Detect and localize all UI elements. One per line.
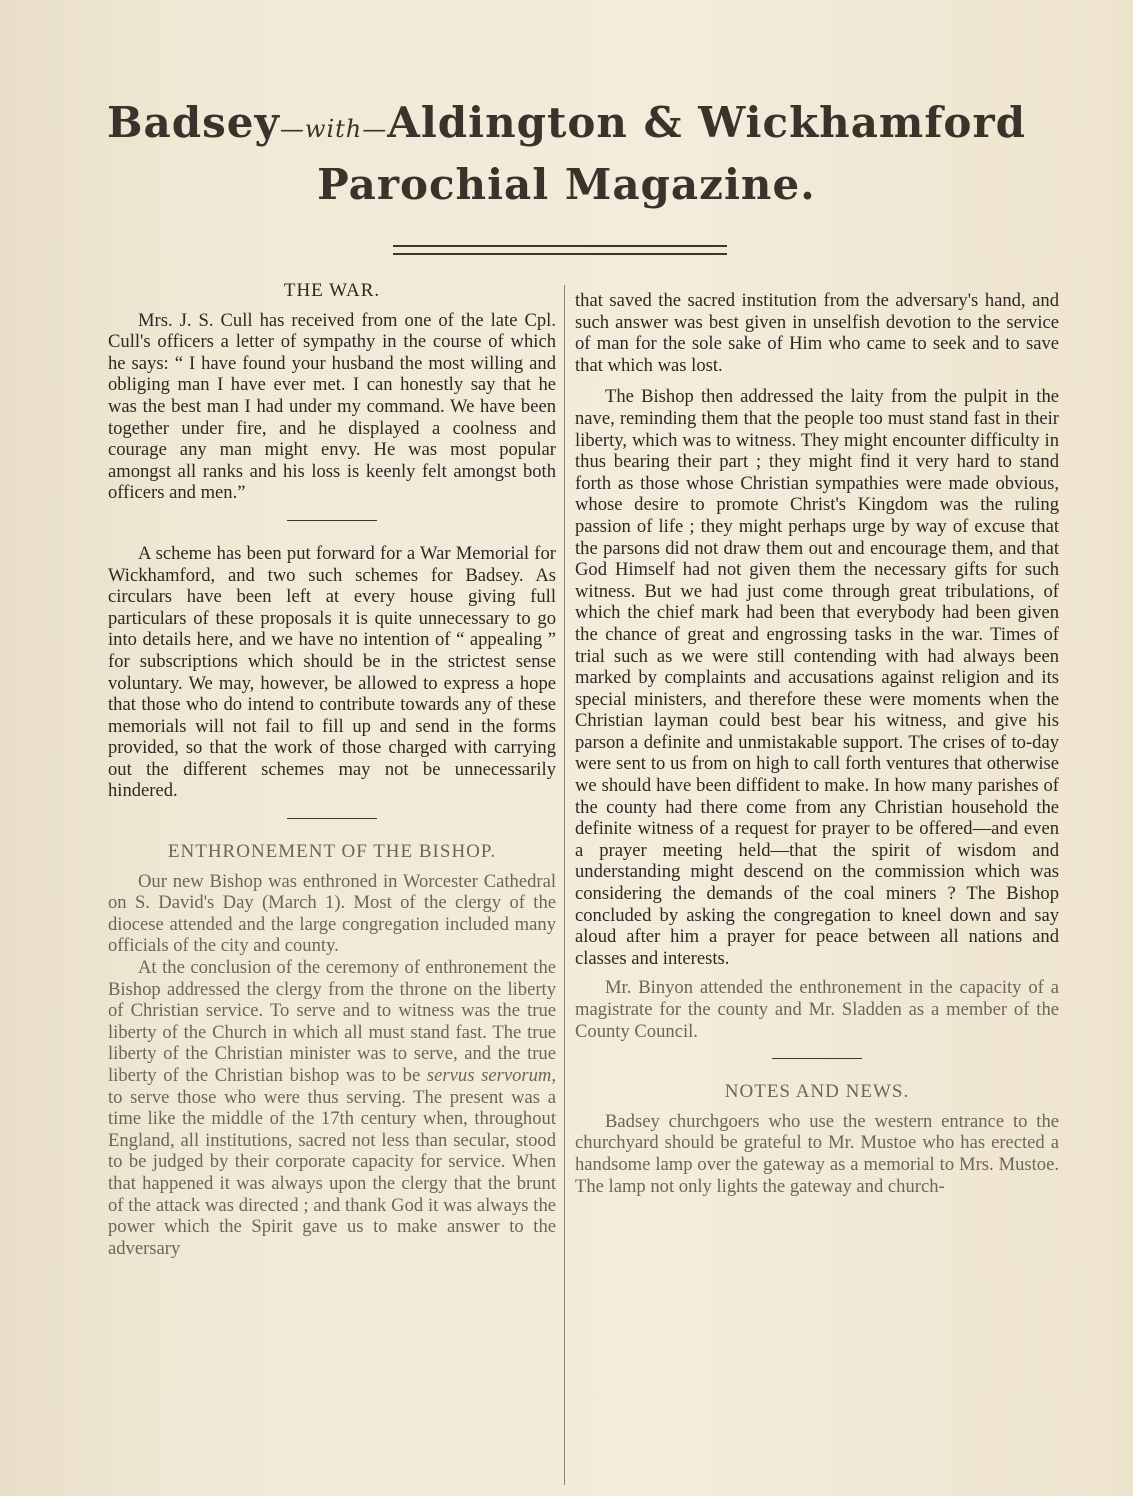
continued-paragraph: that saved the sacred institution from the adversary's hand, and such answer was best given in unselfish devotion to the service of man for the sole sake of Him who came to seek and to save that which was lost. (575, 290, 1059, 376)
notes-heading: NOTES AND NEWS. (724, 1081, 910, 1103)
notes-paragraph-1: Badsey churchgoers who use the western entrance to the churchyard should be grateful to Mr. Mustoe who has erected a handsome lamp over the gateway as a memorial to Mrs. Mustoe. The lamp not only lights the gateway and church- (575, 1110, 1059, 1197)
war-paragraph-1: Mrs. J. S. Cull has received from one of the late Cpl. Cull's officers a letter of sympathy in the course of which he says: “ I have found your husband the most willing and obliging man I have ever met. I can honestly say that he was the best man I had under my command. We have been together under fire, and he displayed a coolness and courage any man might envy. He was most popular amongst all ranks and his loss is keenly felt amongst both officers and men.” (108, 309, 556, 504)
masthead-aldington-wickhamford: Aldington & Wickhamford (387, 98, 1026, 147)
bishop-paragraph-2: At the conclusion of the ceremony of enthronement the Bishop addressed the clergy from the throne on the liberty of Christian service. To serve and to witness was the true liberty of the Church in which all must stand fast. The true liberty of the Christian minister was to serve, and the true liberty of the Christian bishop was to be servus servorum, to serve those who were thus serving. The present was a time like the middle of the 17th century when, throughout England, all institutions, sacred not less than secular, stood to be judged by their corporate capacity for service. When that happened it was always upon the clergy that the brunt of the attack was directed ; and thank God it was always the power which the Spirit gave us to make answer to the adversary (108, 957, 557, 1259)
masthead-line-2: Parochial Magazine. (317, 160, 816, 209)
left-column (108, 280, 556, 1259)
masthead-line-1 (0, 95, 1133, 157)
masthead-with: —with— (279, 115, 388, 143)
section-rule (287, 520, 377, 521)
masthead-double-rule (393, 245, 727, 255)
war-paragraph-2: A scheme has been put forward for a War Memorial for Wickhamford, and two such schemes for Badsey. As circulars have been left at every house giving full particulars of these proposals it is quite unnecessary to go into details here, and we have no intention of “ appealing ” for subscriptions which should be in the strictest sense voluntary. We may, however, be allowed to express a hope that those who do intend to contribute towards any of these memorials will not fail to fill up and send in the forms provided, so that the work of those charged with carrying out the different schemes may not be unnecessarily hindered. (108, 542, 556, 802)
section-rule (287, 818, 377, 819)
right-column (575, 290, 1059, 1197)
bishop-paragraph-3: The Bishop then addressed the laity from the pulpit in the nave, reminding them that the people too must stand fast in their liberty, which was to witness. They might encounter difficulty in thus bearing their part ; they might find it very hard to stand forth as those whose Christian sympathies were made obvious, whose desire to promote Christ's Kingdom was the ruling passion of life ; they might perhaps urge by way of excuse that the parsons did not draw them out and encourage them, and that God Himself had not given them the necessary gifts for such witness. But we had just come through great tribulations, of which the chief mark had been that everybody had been given the chance of great and engrossing tasks in the war. Times of trial such as we were still contending with had always been marked by complaints and accusations against religion and its special ministers, and therefore these were moments when the Christian layman could best bear his witness, and give his parson a definite and unmistakable support. The crises of to-day were sent to us from on high to call forth ventures that otherwise we should have been diffident to make. In how many parishes of the county had there come from any Christian household the definite witness of a request for prayer to be offered—and even a prayer meeting held—that the spirit of wisdom and understanding might descend on the commission which was considering the demands of the coal miners ? The Bishop concluded by asking the congregation to kneel down and say aloud after him a prayer for peace between all nations and classes and interests. (575, 386, 1059, 969)
war-heading: THE WAR. (283, 280, 381, 301)
masthead-badsey: Badsey (107, 98, 280, 147)
bishop-paragraph-4: Mr. Binyon attended the enthronement in the capacity of a magistrate for the county and Mr. Sladden as a member of the County Council. (575, 977, 1059, 1042)
section-rule (772, 1058, 862, 1059)
bishop-paragraph-1: Our new Bishop was enthroned in Worcester Cathedral on S. David's Day (March 1). Most of the clergy of the diocese attended and the large congregation included many officials of the city and county. (108, 870, 556, 957)
column-divider (564, 285, 565, 1485)
masthead (0, 95, 1133, 213)
bishop-heading: ENTHRONEMENT OF THE BISHOP. (167, 841, 497, 863)
